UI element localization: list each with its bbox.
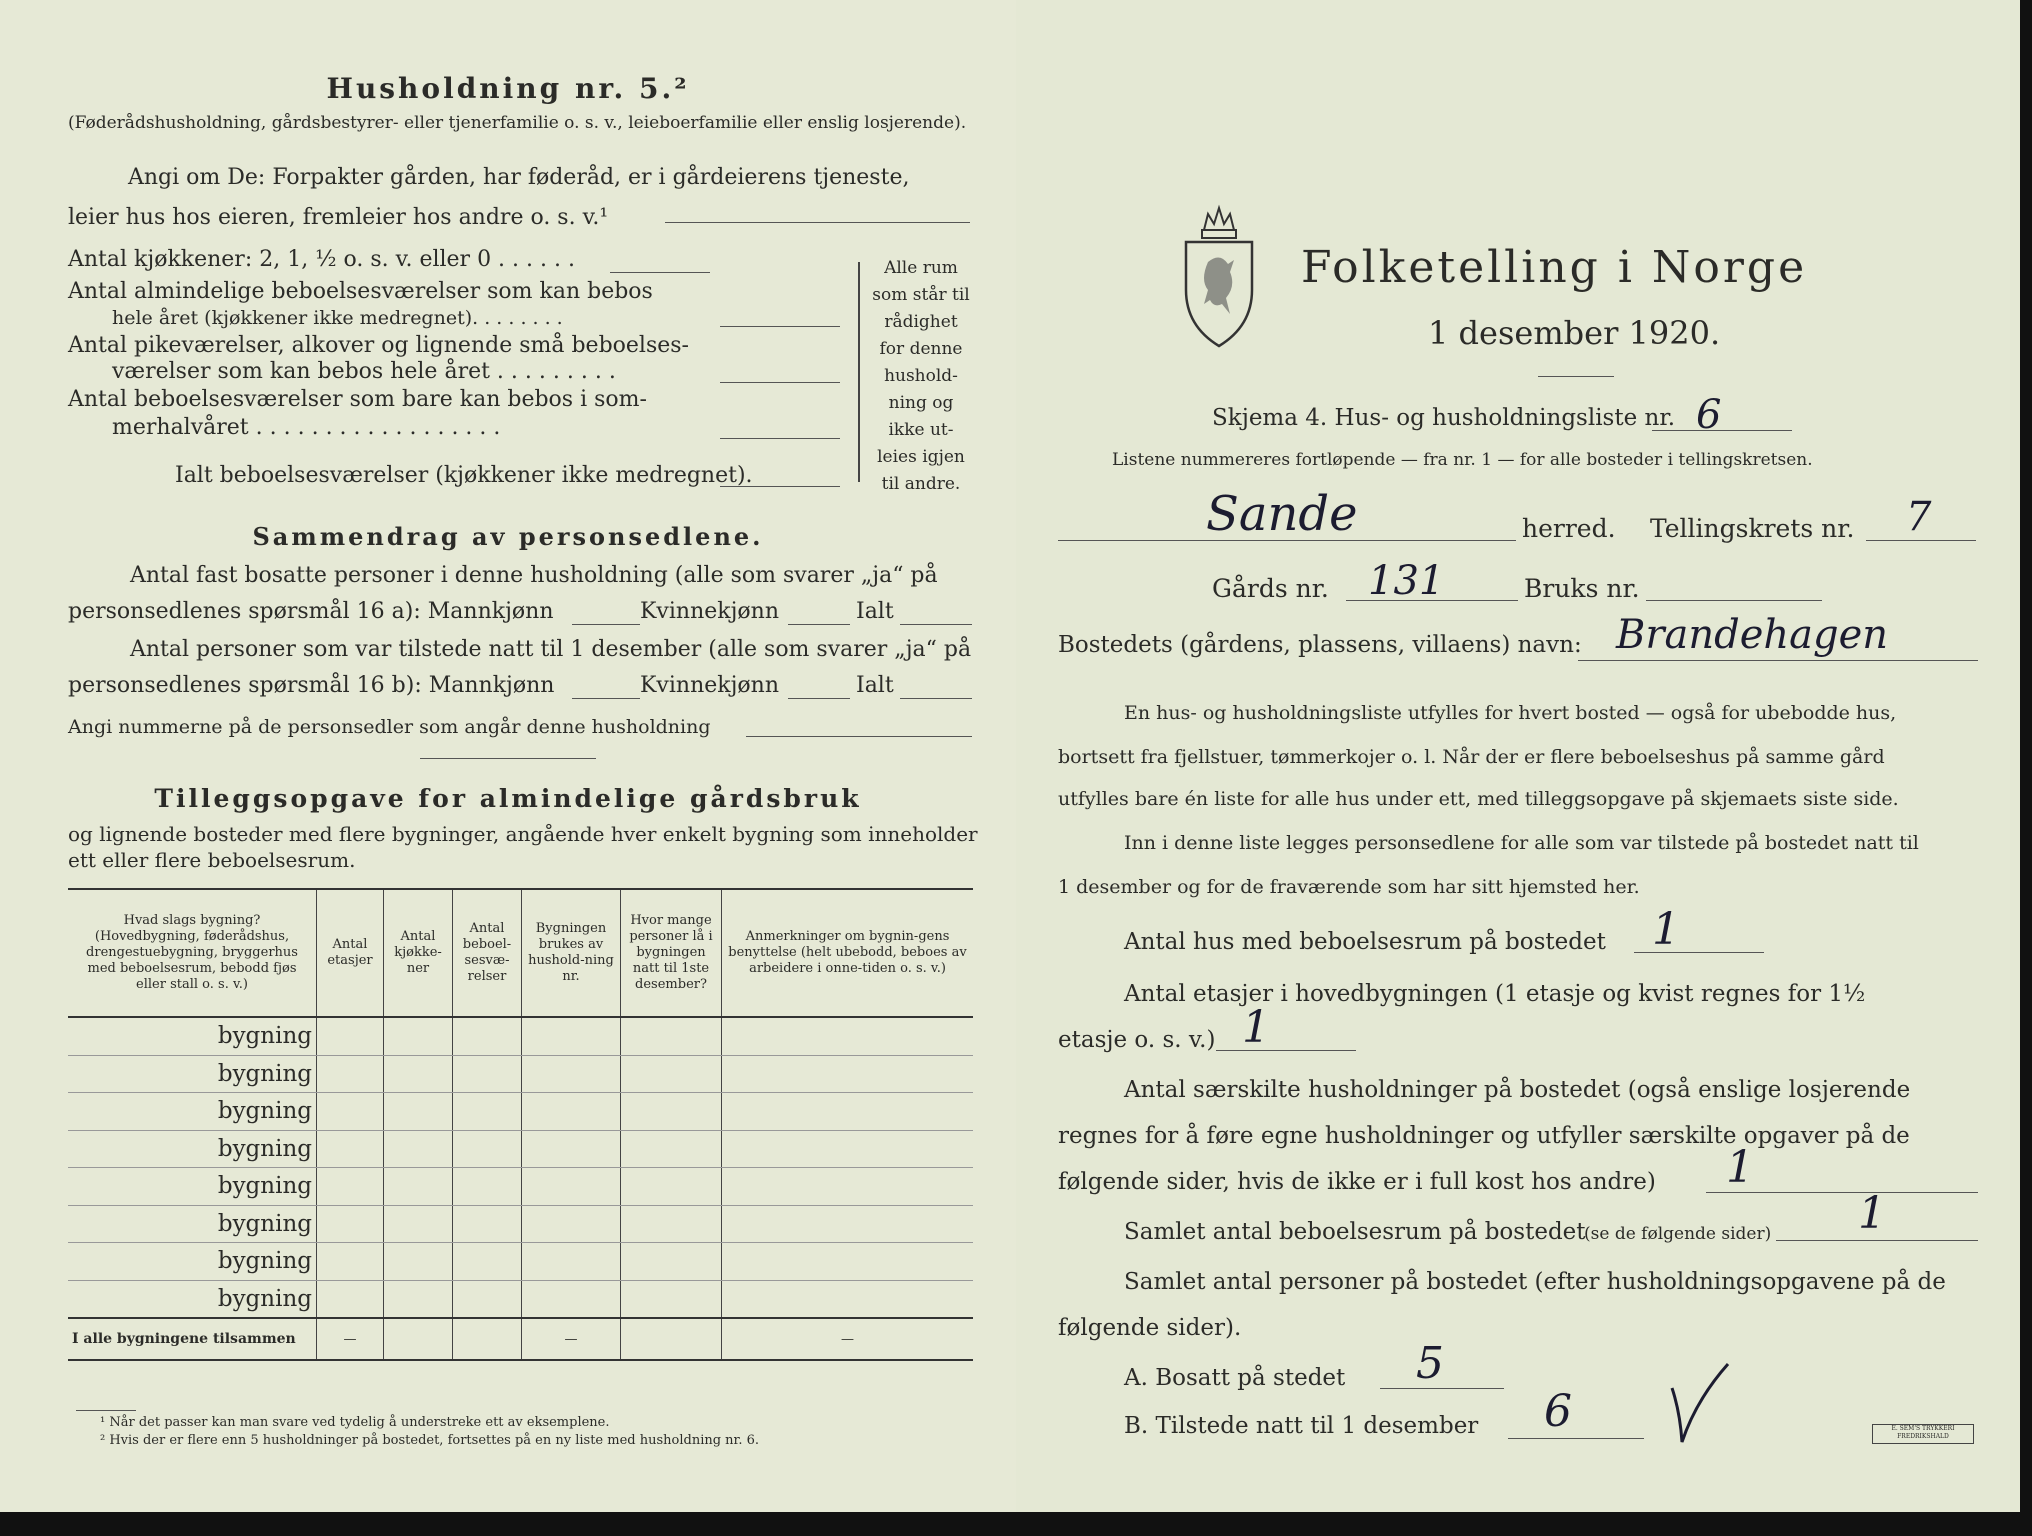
table-cell[interactable] — [317, 1017, 384, 1055]
summary-p2a: Antal personer som var tilstede natt til 1 desember (alle som svarer „ja“ på — [130, 637, 972, 662]
total-dash: — — [522, 1318, 621, 1360]
p1-kvinne-line[interactable] — [788, 624, 850, 625]
instruction-3: utfylles bare én liste for alle hus under ett, med tilleggsopgave på skjemaets siste side. — [1058, 788, 1899, 810]
table-cell[interactable] — [621, 1243, 722, 1281]
summary-title: Sammendrag av personsedlene. — [252, 522, 764, 551]
rooms-total-answer-line[interactable] — [720, 486, 840, 487]
skjema-nr-value[interactable]: 6 — [1696, 392, 1722, 438]
table-cell[interactable] — [621, 1130, 722, 1168]
table-cell[interactable] — [384, 1130, 453, 1168]
check-mark-icon — [1666, 1360, 1736, 1450]
instruction-4: Inn i denne liste legges personsedlene for alle som var tilstede på bostedet natt til — [1124, 832, 1919, 854]
census-title: Folketelling i Norge — [1301, 242, 1808, 293]
bruks-label: Bruks nr. — [1524, 574, 1640, 603]
table-cell[interactable] — [522, 1017, 621, 1055]
p2-ialt-line[interactable] — [900, 698, 972, 699]
tilstede-value[interactable]: 6 — [1544, 1386, 1572, 1437]
instruction-1: En hus- og husholdningsliste utfylles for hvert bosted — også for ubebodde hus, — [1124, 702, 1897, 724]
rooms-line-maid: Antal pikeværelser, alkover og lignende små beboelses- — [68, 333, 689, 358]
angi-line-1: Angi om De: Forpakter gården, har føderåd, er i gårdeierens tjeneste, — [128, 165, 910, 190]
total-dash: — — [722, 1318, 974, 1360]
skjema-nr-line[interactable] — [1652, 430, 1792, 431]
table-row — [68, 1130, 973, 1168]
table-cell[interactable] — [384, 1243, 453, 1281]
gards-label: Gårds nr. — [1212, 574, 1329, 603]
building-label: bygning — [68, 1055, 317, 1093]
table-cell[interactable] — [621, 1093, 722, 1131]
col-header-rooms: Antal beboel-sesvæ-relser — [453, 889, 522, 1017]
footnote-2: ² Hvis der er flere enn 5 husholdninger på bostedet, fortsettes på en ny liste med husholdning nr. 6. — [100, 1433, 760, 1448]
table-cell[interactable] — [453, 1093, 522, 1131]
table-cell[interactable] — [317, 1243, 384, 1281]
q-etasjer-label-2: etasje o. s. v.) — [1058, 1027, 1216, 1053]
footnote-rule — [76, 1410, 136, 1411]
table-cell[interactable] — [722, 1280, 974, 1318]
table-cell[interactable] — [722, 1243, 974, 1281]
table-cell[interactable] — [453, 1168, 522, 1206]
p2-mann-line[interactable] — [572, 698, 640, 699]
table-cell[interactable] — [384, 1318, 453, 1360]
q-etasjer-line[interactable] — [1216, 1050, 1356, 1051]
rooms-line-ordinary: Antal almindelige beboelsesværelser som kan bebos — [68, 279, 653, 304]
table-cell[interactable] — [722, 1205, 974, 1243]
bosatt-value[interactable]: 5 — [1416, 1338, 1444, 1389]
table-cell[interactable] — [453, 1205, 522, 1243]
q-hus-label: Antal hus med beboelsesrum på bostedet — [1124, 929, 1606, 955]
herred-value[interactable]: Sande — [1206, 486, 1358, 542]
col-header-persons: Hvor mange personer lå i bygningen natt til 1ste desember? — [621, 889, 722, 1017]
table-row — [68, 1168, 973, 1206]
bostedet-value[interactable]: Brandehagen — [1616, 612, 1889, 658]
household-title: Husholdning nr. 5.² — [326, 72, 690, 105]
q-pers-label-1: Samlet antal personer på bostedet (efter husholdningsopgavene på de — [1124, 1269, 1946, 1295]
table-cell[interactable] — [317, 1280, 384, 1318]
census-date: 1 desember 1920. — [1428, 314, 1721, 352]
q-pers-label-2: følgende sider). — [1058, 1315, 1242, 1341]
table-cell[interactable] — [453, 1318, 522, 1360]
table-cell[interactable] — [317, 1130, 384, 1168]
table-cell[interactable] — [621, 1280, 722, 1318]
q-hush-label-3: følgende sider, hvis de ikke er i full kost hos andre) — [1058, 1169, 1656, 1195]
table-row — [68, 1280, 973, 1318]
table-cell[interactable] — [384, 1093, 453, 1131]
col-header-household: Bygningen brukes av hushold-ning nr. — [522, 889, 621, 1017]
left-page — [0, 0, 1017, 1512]
table-header-row — [68, 889, 973, 1017]
table-cell[interactable] — [384, 1017, 453, 1055]
rooms-line-kitchens: Antal kjøkkener: 2, 1, ½ o. s. v. eller 0 . . . . . . — [68, 247, 575, 272]
title-divider — [1538, 376, 1614, 377]
brace-mark — [858, 262, 860, 482]
q-rum-value[interactable]: 1 — [1858, 1188, 1886, 1239]
table-cell[interactable] — [453, 1243, 522, 1281]
kitchens-answer-line[interactable] — [610, 272, 710, 273]
q-hush-value[interactable]: 1 — [1726, 1142, 1754, 1193]
skjema-label: Skjema 4. Hus- og husholdningsliste nr. — [1212, 405, 1676, 431]
col-header-building: Hvad slags bygning? (Hovedbygning, føderådshus, drengestuebygning, bryggerhus med beboelsesrum, bebodd fjøs eller stall o. s. v.) — [86, 913, 298, 992]
table-cell[interactable] — [453, 1130, 522, 1168]
table-cell[interactable] — [522, 1093, 621, 1131]
rooms-line-summer: Antal beboelsesværelser som bare kan bebos i som- — [68, 387, 647, 412]
q-etasjer-label-1: Antal etasjer i hovedbygningen (1 etasje og kvist regnes for 1½ — [1124, 981, 1866, 1007]
instruction-5: 1 desember og for de fraværende som har sitt hjemsted her. — [1058, 876, 1640, 898]
summary-p1a: Antal fast bosatte personer i denne husholdning (alle som svarer „ja“ på — [130, 563, 938, 588]
table-cell[interactable] — [384, 1205, 453, 1243]
building-label: bygning — [68, 1280, 317, 1318]
q-rum-small: (se de følgende sider) — [1584, 1224, 1772, 1244]
angi-answer-line[interactable] — [665, 222, 970, 223]
table-cell[interactable] — [522, 1205, 621, 1243]
tilstede-line[interactable] — [1508, 1438, 1644, 1439]
q-hus-value[interactable]: 1 — [1652, 904, 1680, 955]
q-hush-label-2: regnes for å føre egne husholdninger og utfyller særskilte opgaver på de — [1058, 1123, 1910, 1149]
rooms-line-summer-2: merhalvåret . . . . . . . . . . . . . . . . . . — [112, 415, 501, 440]
table-row — [68, 1205, 973, 1243]
table-cell[interactable] — [384, 1055, 453, 1093]
table-cell[interactable] — [317, 1055, 384, 1093]
table-cell[interactable] — [722, 1055, 974, 1093]
table-cell[interactable] — [621, 1318, 722, 1360]
table-cell[interactable] — [522, 1055, 621, 1093]
rooms-total-label: Ialt beboelsesværelser (kjøkkener ikke medregnet). — [175, 463, 753, 488]
total-row — [68, 1318, 973, 1360]
table-cell[interactable] — [722, 1093, 974, 1131]
table-cell[interactable] — [621, 1017, 722, 1055]
printer-stamp: E. SEM'S TRYKKERI FREDRIKSHALD — [1872, 1424, 1974, 1444]
building-label: bygning — [68, 1168, 317, 1206]
total-label: I alle bygningene tilsammen — [68, 1318, 317, 1360]
summary-p2b: personsedlenes spørsmål 16 b): Mannkjønn — [68, 673, 555, 698]
angi-line-2: leier hus hos eieren, fremleier hos andre o. s. v.¹ — [68, 205, 609, 230]
p2-kvinne-line[interactable] — [788, 698, 850, 699]
building-label: bygning — [68, 1243, 317, 1281]
instruction-2: bortsett fra fjellstuer, tømmerkojer o. l. Når der er flere beboelseshus på samme gård — [1058, 746, 1885, 768]
tillegg-sub-2: ett eller flere beboelsesrum. — [68, 848, 356, 872]
q-hush-label-1: Antal særskilte husholdninger på bostedet (også enslige losjerende — [1124, 1077, 1911, 1103]
table-cell[interactable] — [722, 1130, 974, 1168]
table-cell[interactable] — [317, 1093, 384, 1131]
footnote-1: ¹ Når det passer kan man svare ved tydelig å understreke ett av eksemplene. — [100, 1415, 610, 1430]
listene-note: Listene nummereres fortløpende — fra nr. 1 — for alle bosteder i tellingskretsen. — [1112, 450, 1813, 470]
bostedet-label: Bostedets (gårdens, plassens, villaens) navn: — [1058, 632, 1582, 658]
coat-of-arms-icon — [1178, 200, 1260, 350]
col-header-remarks: Anmerkninger om bygnin-gens benyttelse (helt ubebodd, beboes av arbeidere i onne-tiden o. s. v.) — [722, 889, 974, 1017]
rooms-line-ordinary-2: hele året (kjøkkener ikke medregnet). . . . . . . . — [112, 307, 563, 329]
table-row — [68, 1017, 973, 1055]
building-label: bygning — [68, 1017, 317, 1055]
table-row — [68, 1055, 973, 1093]
tillegg-sub-1: og lignende bosteder med flere bygninger, angående hver enkelt bygning som inneholder — [68, 822, 978, 846]
section-divider — [420, 758, 596, 759]
summer-answer-line[interactable] — [720, 438, 840, 439]
table-cell[interactable] — [522, 1168, 621, 1206]
table-cell[interactable] — [722, 1168, 974, 1206]
building-label: bygning — [68, 1130, 317, 1168]
tellingskrets-value[interactable]: 7 — [1906, 494, 1932, 540]
tilstede-label: B. Tilstede natt til 1 desember — [1124, 1413, 1479, 1439]
building-label: bygning — [68, 1093, 317, 1131]
bostedet-line[interactable] — [1578, 660, 1978, 661]
rooms-line-maid-2: værelser som kan bebos hele året . . . . . . . . . — [112, 359, 616, 384]
table-cell[interactable] — [317, 1168, 384, 1206]
q-etasjer-value[interactable]: 1 — [1242, 1002, 1270, 1053]
summary-p1b: personsedlenes spørsmål 16 a): Mannkjønn — [68, 599, 554, 624]
herred-label: herred. — [1522, 514, 1616, 543]
col-header-floors: Antal etasjer — [317, 889, 384, 1017]
gards-value[interactable]: 131 — [1368, 558, 1445, 604]
p1-ialt-line[interactable] — [900, 624, 972, 625]
p1-ialt-label: Ialt — [856, 599, 894, 624]
table-cell[interactable] — [621, 1055, 722, 1093]
table-row — [68, 1093, 973, 1131]
table-cell[interactable] — [621, 1168, 722, 1206]
table-cell[interactable] — [621, 1205, 722, 1243]
q-rum-label: Samlet antal beboelsesrum på bostedet — [1124, 1219, 1586, 1245]
bruks-line[interactable] — [1646, 600, 1822, 601]
table-cell[interactable] — [453, 1055, 522, 1093]
p1-mann-line[interactable] — [572, 624, 640, 625]
p1-kvinne-label: Kvinnekjønn — [640, 599, 779, 624]
right-page — [1016, 0, 2020, 1512]
angi-nummerne: Angi nummerne på de personsedler som angår denne husholdning — [68, 716, 711, 738]
table-cell[interactable] — [453, 1017, 522, 1055]
maid-answer-line[interactable] — [720, 382, 840, 383]
building-label: bygning — [68, 1205, 317, 1243]
table-cell[interactable] — [522, 1243, 621, 1281]
table-cell[interactable] — [522, 1280, 621, 1318]
brace-note: Alle rum som står til rådighet for denne hushold- ning og ikke ut- leies igjen til andre. — [872, 258, 970, 494]
tellingskrets-line[interactable] — [1866, 540, 1976, 541]
household-subtitle: (Føderådshusholdning, gårdsbestyrer- eller tjenerfamilie o. s. v., leieboerfamilie eller enslig losjerende). — [68, 113, 967, 133]
q-rum-line[interactable] — [1776, 1240, 1978, 1241]
total-dash: — — [317, 1318, 384, 1360]
buildings-table — [68, 888, 973, 1361]
table-cell[interactable] — [317, 1205, 384, 1243]
p2-ialt-label: Ialt — [856, 673, 894, 698]
table-cell[interactable] — [384, 1280, 453, 1318]
tillegg-title: Tilleggsopgave for almindelige gårdsbruk — [154, 784, 862, 813]
p2-kvinne-label: Kvinnekjønn — [640, 673, 779, 698]
ordinary-answer-line[interactable] — [720, 326, 840, 327]
table-row — [68, 1243, 973, 1281]
bosatt-label: A. Bosatt på stedet — [1124, 1365, 1346, 1391]
table-cell[interactable] — [453, 1280, 522, 1318]
table-cell[interactable] — [522, 1130, 621, 1168]
col-header-kitchens: Antal kjøkke-ner — [384, 889, 453, 1017]
table-cell[interactable] — [722, 1017, 974, 1055]
angi-nummerne-line[interactable] — [746, 736, 972, 737]
table-cell[interactable] — [384, 1168, 453, 1206]
tellingskrets-label: Tellingskrets nr. — [1650, 514, 1855, 543]
